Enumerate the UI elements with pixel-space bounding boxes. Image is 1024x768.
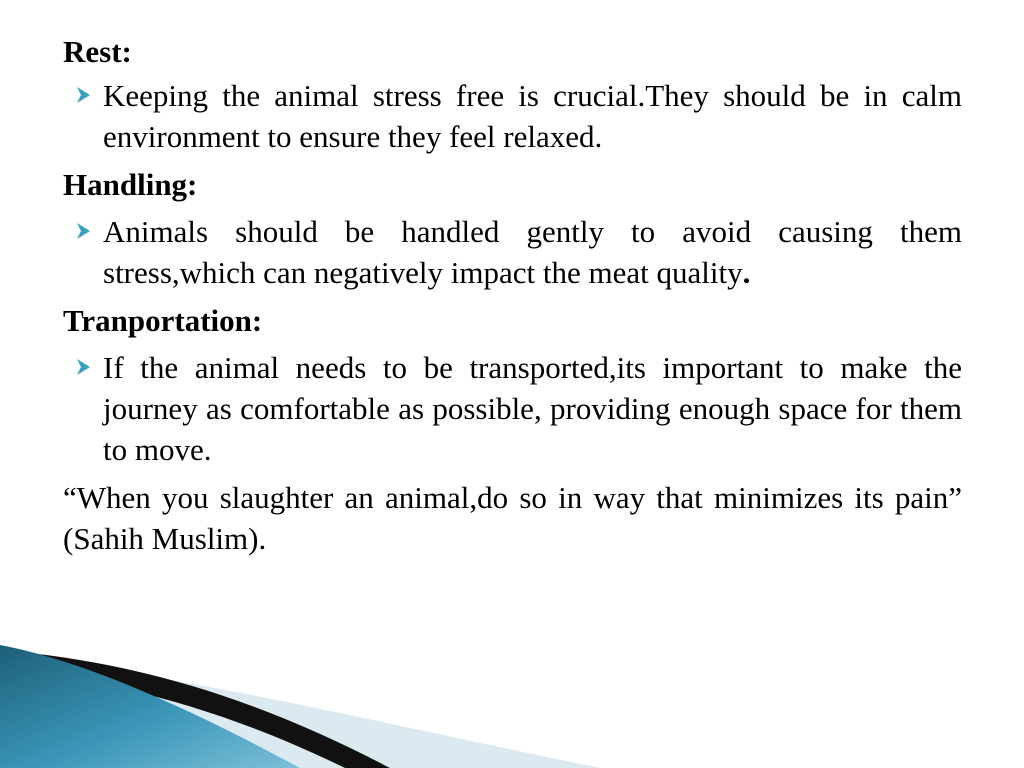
bullet-rest-text: Keeping the animal stress free is crucial.They should be in calm environment to ensure they feel relaxed. xyxy=(103,78,962,154)
arrowhead-bullet-icon xyxy=(75,358,91,376)
bullet-rest xyxy=(63,75,962,157)
bullet-handling xyxy=(63,211,962,293)
slide-body xyxy=(63,31,962,559)
heading-transportation: Tranportation: xyxy=(63,303,263,338)
bullet-handling-text: Animals should be handled gently to avoid causing them stress,which can negatively impact the meat quality xyxy=(103,214,962,290)
heading-handling: Handling: xyxy=(63,167,198,202)
bullet-transportation-text: If the animal needs to be transported,its important to make the journey as comfortable as possible, providing enough space for them to move. xyxy=(103,350,962,467)
hadith-quote: “When you slaughter an animal,do so in way that minimizes its pain” (Sahih Muslim). xyxy=(63,480,962,556)
arrowhead-bullet-icon xyxy=(75,222,91,240)
heading-rest: Rest: xyxy=(63,34,132,69)
arrowhead-bullet-icon xyxy=(75,86,91,104)
bullet-transportation xyxy=(63,347,962,470)
bullet-handling-period: . xyxy=(742,255,751,290)
